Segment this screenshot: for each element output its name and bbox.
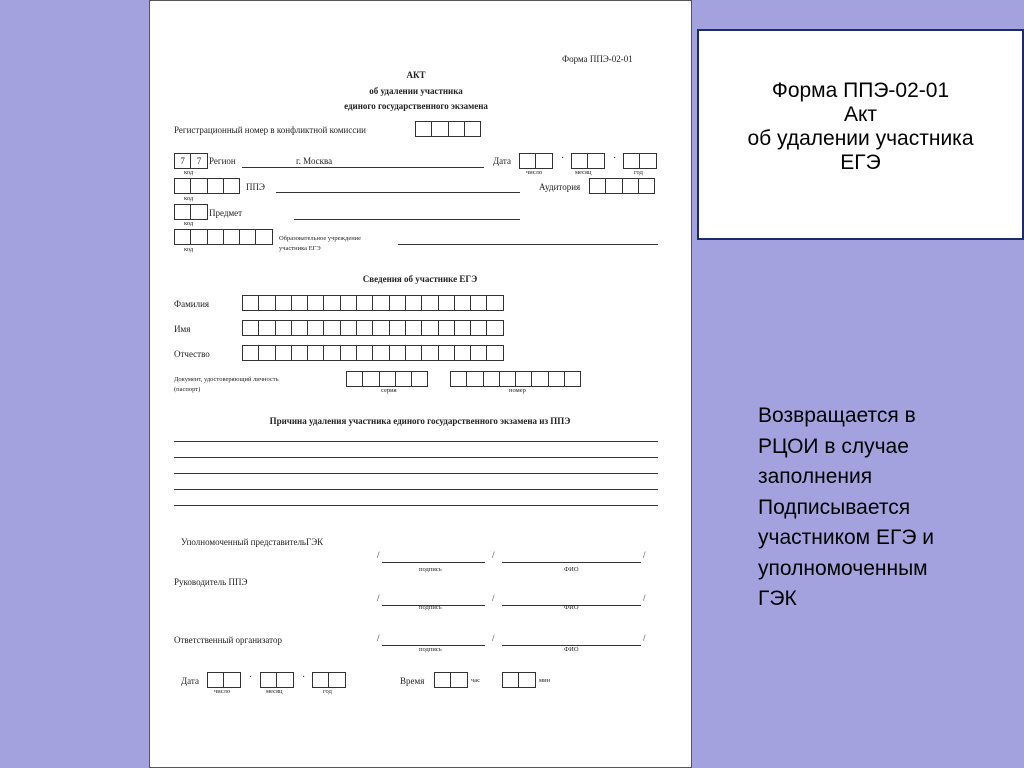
note-line-3: заполнения (758, 465, 873, 488)
subject-code-cells[interactable] (174, 204, 208, 220)
ppe-code-cells[interactable] (174, 178, 240, 194)
title-box-line-2: Акт (843, 103, 878, 126)
form-title-box (697, 29, 1024, 240)
surname-cells[interactable] (242, 295, 504, 311)
date-month-cells[interactable] (571, 153, 605, 169)
passport-number-cells[interactable] (450, 371, 581, 387)
time-min-cells[interactable] (502, 672, 536, 688)
name-cells[interactable] (242, 320, 504, 336)
note-line-2: РЦОИ в случае (758, 434, 909, 458)
institution-code-cells[interactable] (174, 229, 273, 245)
region-code-cells[interactable]: 7 7 (174, 153, 208, 169)
date-day-cells[interactable] (519, 153, 553, 169)
form-code: Форма ППЭ-02-01 (562, 54, 633, 64)
region-label: Регион (209, 156, 236, 166)
note-line-1: Возвращается в (758, 404, 916, 427)
patronymic-label: Отчество (174, 349, 210, 359)
bottom-date-label: Дата (181, 676, 199, 686)
time-hour-cells[interactable] (434, 672, 468, 688)
passport-series-cells[interactable] (346, 371, 428, 387)
subject-label: Предмет (209, 208, 243, 218)
document-label: Документ, удостоверяющий личность (174, 376, 279, 383)
organizer-label: Ответственный организатор (174, 635, 282, 645)
form-title-line2: об удалении участника (369, 86, 463, 96)
auditorium-cells[interactable] (589, 178, 655, 194)
gek-rep-label: Уполномоченный представительГЭК (181, 537, 324, 547)
form-document: Форма ППЭ-02-01 АКТ об удалении участника единого государственного экзамена Регистрационный номер в конфликтной комиссии 7 7 код Регион г. Москва Дата · · число месяц год код ППЭ Аудитория код Предмет код Образовательное учреждение участника ЕГЭ Сведения об участнике ЕГЭ Фамилия Имя Отчество Документ, удостоверяющий личность (паспорт) серия номер Причина удаления участника единого государственного экзамена из ППЭ Уполномоченный представительГЭК / / / подпись ФИО Руководитель ППЭ / / / подпись ФИО Ответственный организатор / / / подпись ФИО Дата · · число месяц год Время час мин (149, 0, 692, 768)
title-box-line-3: об удалении участника (747, 127, 974, 150)
note-line-4: Подписывается (758, 495, 911, 519)
institution-label: Образовательное учреждение (279, 235, 362, 242)
auditorium-label: Аудитория (539, 182, 581, 192)
region-code-caption: код (184, 169, 194, 176)
date-label: Дата (493, 156, 511, 166)
reg-number-label: Регистрационный номер в конфликтной комиссии (174, 125, 366, 135)
reason-heading: Причина удаления участника единого государственного экзамена из ППЭ (269, 416, 571, 426)
ppe-label: ППЭ (246, 182, 265, 192)
bottom-date-year-cells[interactable] (312, 672, 346, 688)
form-title-act: АКТ (406, 70, 426, 80)
note-line-6: уполномоченным (758, 556, 928, 580)
reg-number-cells[interactable] (415, 121, 481, 137)
note-line-7: ГЭК (758, 587, 797, 610)
form-title-line3: единого государственного экзамена (344, 101, 488, 111)
patronymic-cells[interactable] (242, 345, 504, 361)
participant-heading: Сведения об участнике ЕГЭ (362, 274, 478, 284)
name-label: Имя (174, 324, 191, 334)
bottom-date-day-cells[interactable] (207, 672, 241, 688)
region-value: г. Москва (296, 156, 333, 166)
title-box-line-1: Форма ППЭ-02-01 (771, 79, 950, 102)
title-box-line-4: ЕГЭ (840, 151, 881, 174)
date-year-cells[interactable] (623, 153, 657, 169)
bottom-date-month-cells[interactable] (260, 672, 294, 688)
ppe-head-label: Руководитель ППЭ (174, 577, 248, 587)
surname-label: Фамилия (174, 299, 210, 309)
note-line-5: участником ЕГЭ и (758, 526, 934, 549)
time-label: Время (400, 676, 425, 686)
return-note (758, 401, 1018, 615)
